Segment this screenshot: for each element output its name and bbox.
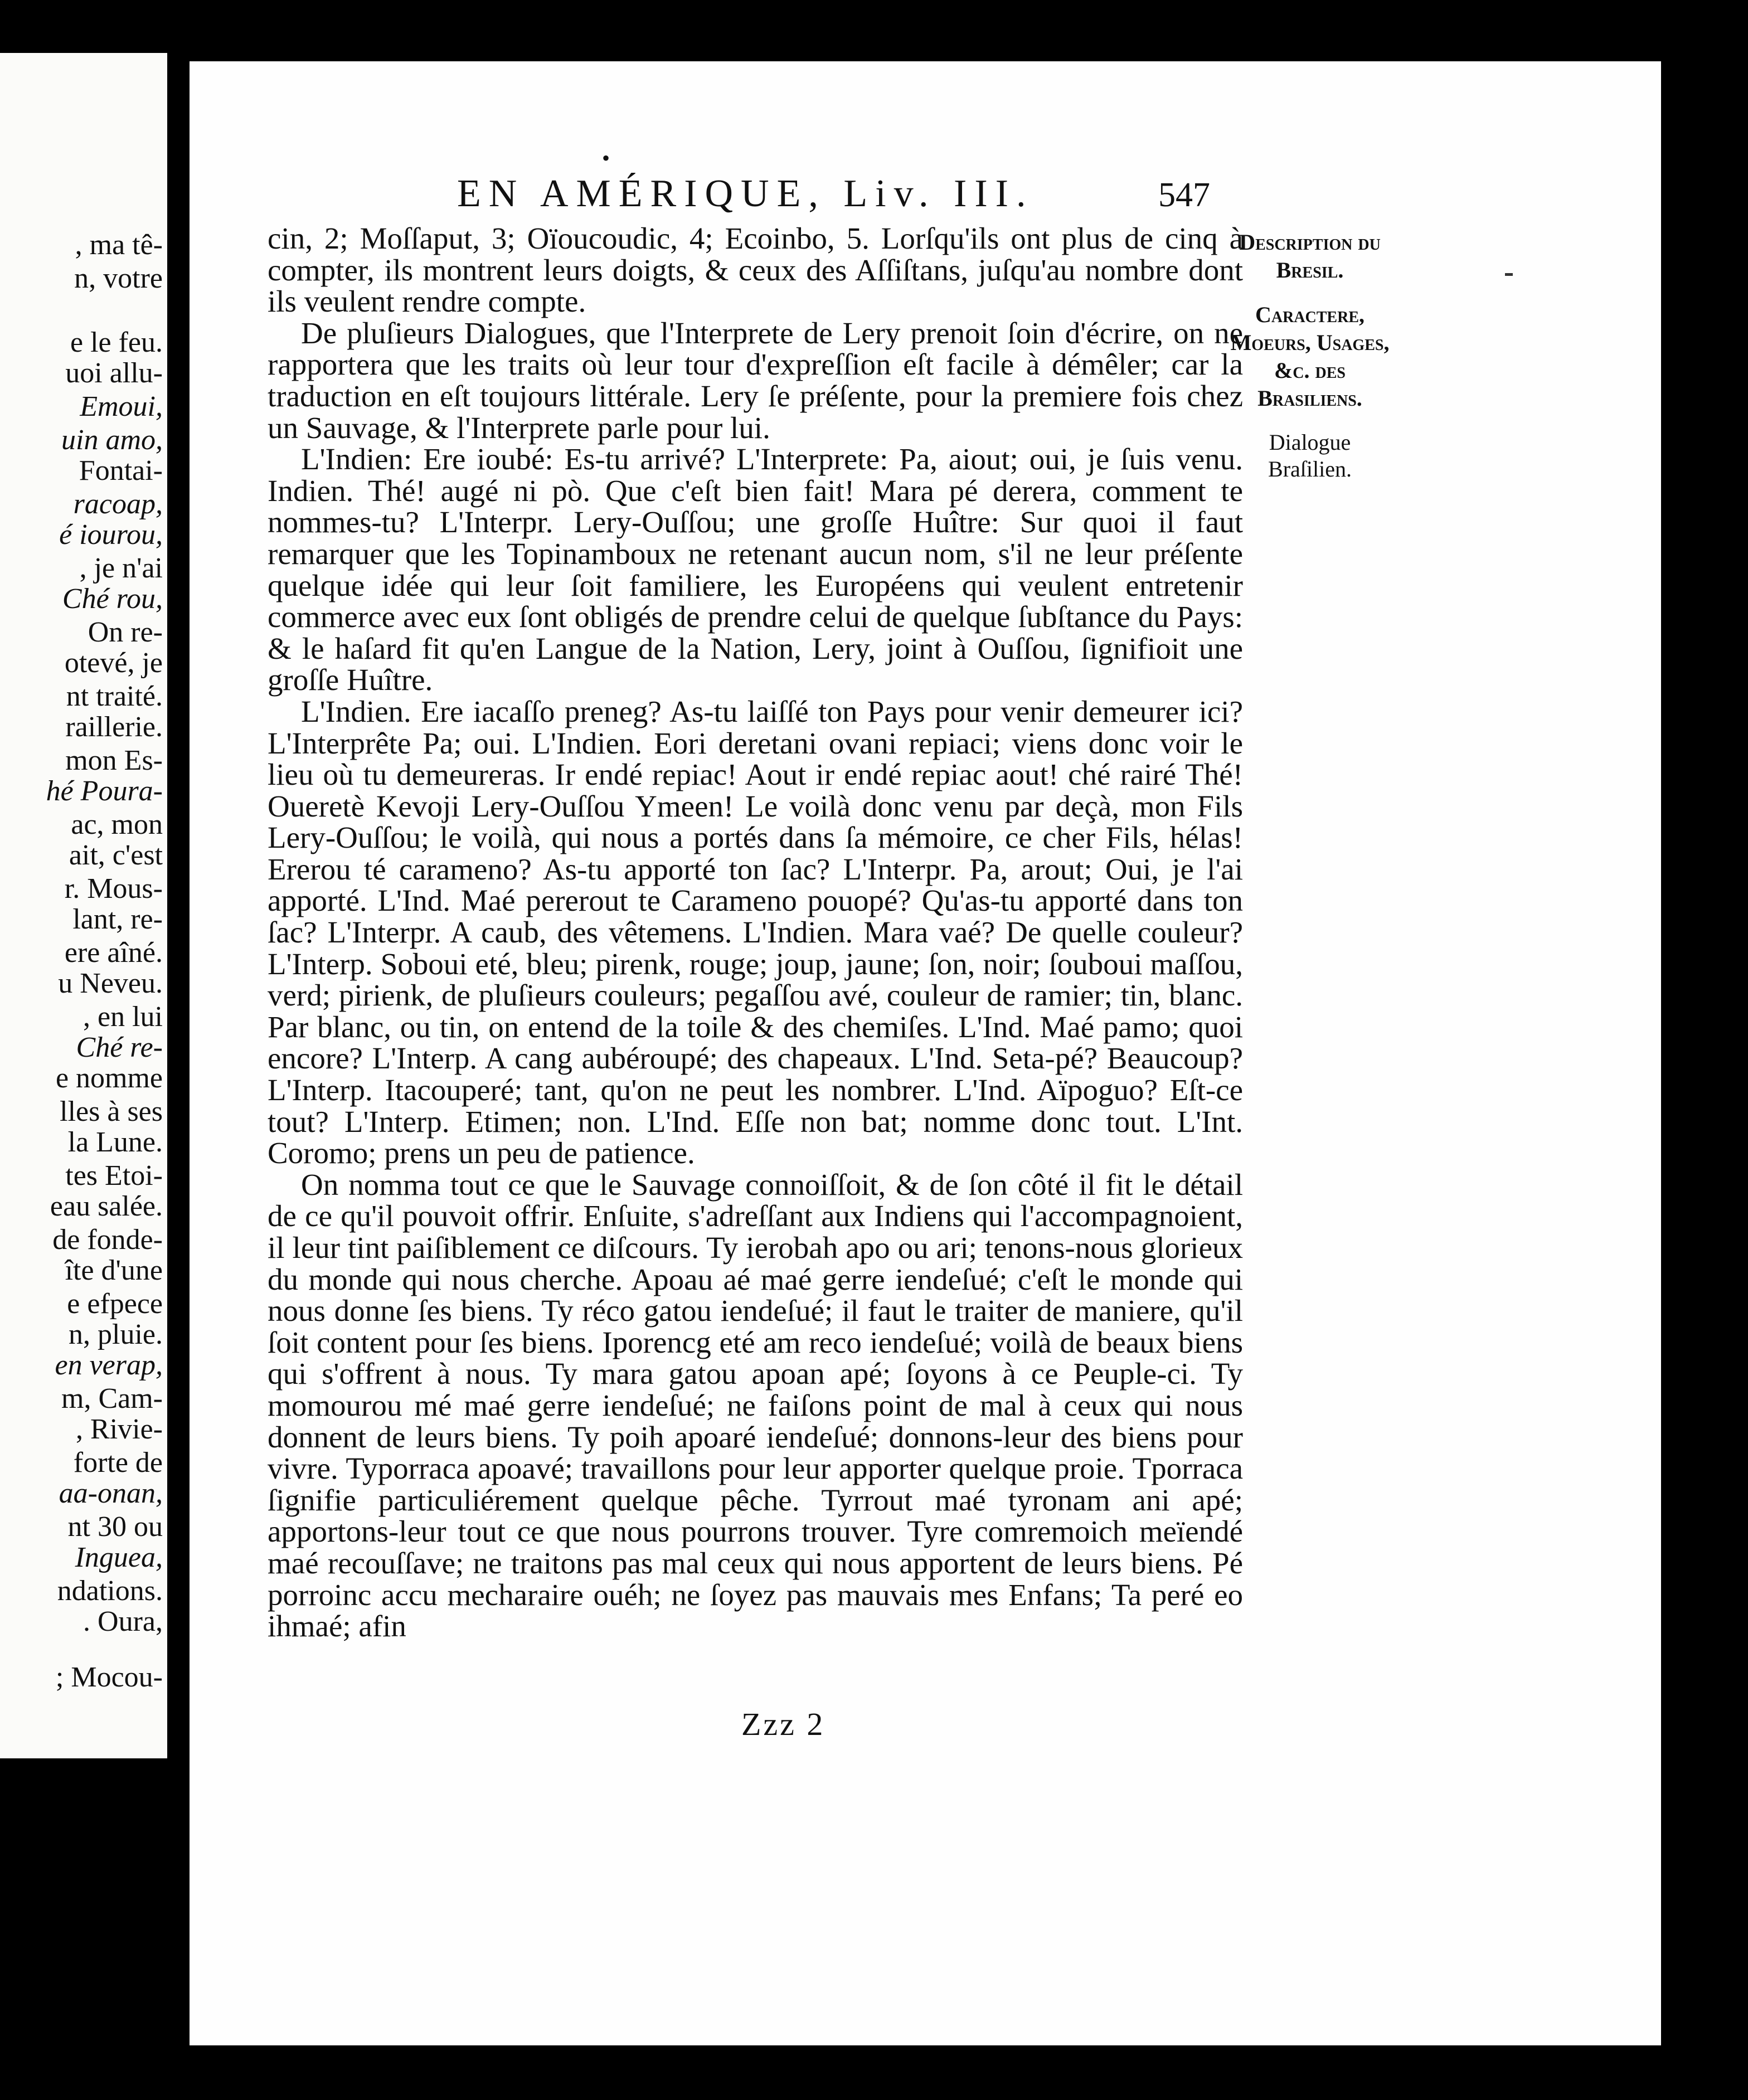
left-page-line: îte d'une	[65, 1255, 163, 1286]
left-page-line: ac, mon	[71, 809, 163, 840]
paragraph-2: De pluſieurs Dialogues, que l'Interprete de Lery prenoit ſoin d'écrire, on ne rapportera que les traits où leur tour d'expreſſion eſt facile à démêler; car la traduction en eſt toujours littérale. Lery ſe préſente, pour la premiere fois chez un Sauvage, & l'Interprete parle pour lui.	[268, 315, 1243, 445]
left-page-line: , ma tê-	[75, 229, 163, 261]
left-page-line: uoi allu-	[65, 357, 163, 389]
left-page-line: , je n'ai	[79, 552, 163, 584]
left-page-line: mon Es-	[65, 745, 163, 776]
left-page-line: n, votre	[74, 262, 163, 294]
left-page-line: nt traité.	[66, 680, 163, 712]
left-page-line: ; Mocou-	[55, 1661, 163, 1693]
left-page-line: Fontai-	[79, 455, 163, 487]
left-page-line: raillerie.	[65, 711, 163, 743]
left-page-line: e le feu.	[70, 327, 163, 358]
left-page-line: , Rivie-	[76, 1413, 163, 1445]
left-page-line: la Lune.	[67, 1126, 163, 1158]
left-page-line: Ché re-	[76, 1032, 163, 1063]
left-page-line: nt 30 ou	[67, 1511, 163, 1543]
stray-mark	[1505, 273, 1513, 276]
head-ornament: •	[602, 145, 610, 171]
left-page-line: é iourou,	[59, 519, 163, 551]
left-facing-page	[0, 53, 167, 1758]
paragraph-4: L'Indien. Ere iacaſſo preneg? As-tu laiſſé ton Pays pour venir demeurer ici? L'Interprête Pa; oui. L'Indien. Eori deretani ovani repiaci; viens donc voir le lieu où tu demeureras. Ir endé repiac! Aout ir endé repiac aout! ché rairé Thé! Oueretè Kevoji Lery-Ouſſou Ymeen! Le voilà donc venu par deçà, mon Fils Lery-Ouſſou; le voilà, qui nous a portés dans ſa mémoire, ce cher Fils, hélas! Ererou té carameno? As-tu apporté ton ſac? L'Interpr. Pa, arout; Oui, je l'ai apporté. L'Ind. Maé pererout te Carameno pouopé? Qu'as-tu apporté dans ton ſac? L'Interpr. A caub, des vêtemens. L'Indien. Mara vaé? De quelle couleur? L'Interp. Soboui eté, bleu; pirenk, rouge; joup, jaune; ſon, noir; ſouboui maſſou, verd; pirienk, de pluſieurs couleurs; pegaſſou avé, couleur de ramier; tin, blanc. Par blanc, ou tin, on entend de la toile & des chemiſes. L'Ind. Maé pamo; quoi encore? L'Interp. A cang aubéroupé; des chapeaux. L'Ind. Seta-pé? Beaucoup? L'Interp. Itacouperé; tant, qu'on ne peut les nombrer. L'Ind. Aïpoguo? Eſt-ce tout? L'Interp. Etimen; non. L'Ind. Eſſe non bat; nomme donc tout. L'Int. Coromo; prens un peu de patience.	[268, 694, 1243, 1170]
left-page-line: e efpece	[67, 1288, 163, 1320]
left-page-line: racoap,	[73, 488, 163, 520]
running-head: EN AMÉRIQUE, Liv. III.	[457, 172, 1034, 215]
left-page-line: ere aîné.	[64, 937, 163, 969]
left-page-line: eau salée.	[50, 1190, 163, 1222]
marginal-note-caractere: Caractere, Moeurs, Usages, &c. des Brasiliens.	[1230, 302, 1390, 411]
left-page-line: ndations.	[57, 1575, 163, 1607]
left-page-line: , en lui	[83, 1001, 163, 1033]
left-page-line: hé Poura-	[46, 775, 163, 807]
left-page-line: otevé, je	[64, 647, 163, 679]
paragraph-3: L'Indien: Ere ioubé: Es-tu arrivé? L'Interprete: Pa, aiout; oui, je ſuis venu. Indien. Thé! augé ni pò. Que c'eſt bien fait! Mara pé derera, comment te nommes-tu? L'Interpr. Lery-Ouſſou; une groſſe Huître: Sur quoi il faut remarquer que les Topinamboux ne retenant aucun nom, s'il ne leur préſente quelque idée qui leur ſoit familiere, les Européens qui veulent entretenir commerce avec eux ſont obligés de prendre celui de quelque ſubſtance du Pays: & le haſard fit qu'en Langue de la Nation, Lery, joint à Ouſſou, ſignifioit une groſſe Huître.	[268, 442, 1243, 697]
left-page-line: m, Cam-	[61, 1383, 163, 1414]
signature-mark: Zzz 2	[741, 1706, 826, 1742]
left-page-line: ait, c'est	[69, 839, 163, 871]
left-page-line: de fonde-	[52, 1224, 163, 1256]
marginal-notes	[1226, 229, 1393, 483]
left-page-line: r. Mous-	[64, 873, 163, 905]
body-text	[268, 223, 1243, 1642]
left-page-line: On re-	[88, 616, 163, 648]
left-page-line: Ché rou,	[62, 583, 163, 615]
paragraph-1: cin, 2; Moſſaput, 3; Oïoucoudic, 4; Ecoinbo, 5. Lorſqu'ils ont plus de cinq à compter, ils montrent leurs doigts, & ceux des Aſſiſtans, juſqu'au nombre dont ils veulent rendre compte.	[268, 221, 1243, 319]
left-page-line: lles à ses	[60, 1096, 163, 1127]
marginal-note-description: Description du Bresil.	[1239, 230, 1381, 283]
page-number: 547	[1158, 176, 1210, 214]
left-page-line: e nomme	[55, 1062, 163, 1094]
book-page	[190, 61, 1661, 2045]
left-page-line: aa-onan,	[59, 1477, 163, 1509]
left-page-line: uin amo,	[61, 424, 163, 456]
marginal-note-dialogue: Dialogue Braſilien.	[1268, 430, 1352, 482]
left-page-line: n, pluie.	[69, 1319, 163, 1350]
left-page-line: . Oura,	[83, 1606, 163, 1637]
left-page-line: u Neveu.	[58, 968, 163, 999]
left-page-line: forte de	[73, 1447, 163, 1479]
left-page-line: en verap,	[55, 1349, 163, 1381]
left-page-line: tes Etoi-	[65, 1160, 163, 1192]
paragraph-5: On nomma tout ce que le Sauvage connoiſſoit, & de ſon côté il fit le détail de ce qu'il pouvoit offrir. Enſuite, s'adreſſant aux Indiens qui l'accompagnoient, il leur tint paiſiblement ce diſcours. Ty ierobah apo ou ari; tenons-nous glorieux du monde qui nous cherche. Apoau aé maé gerre iendeſué; c'eſt le monde qui nous donne ſes biens. Ty réco gatou iendeſué; il faut le traiter de maniere, qu'il ſoit content pour ſes biens. Iporencg eté am reco iendeſué; voilà de beaux biens qui s'offrent à nous. Ty mara gatou apoan apé; ſoyons à ce Peuple-ci. Ty momourou mé maé gerre iendeſué; ne faiſons point de mal à ceux qui nous donnent de leurs biens. Ty poih apoaré iendeſué; donnons-leur des biens pour vivre. Typorraca apoavé; travaillons pour leur apporter quelque proie. Tporraca ſignifie particuliérement quelque pêche. Tyrrout maé tyronam ani apé; apportons-leur tout ce que nous pourrons trouver. Tyre comremoich meïendé maé recouſſave; ne traitons pas mal ceux qui nous apportent de leurs biens. Pé porroinc accu mecharaire ouéh; ne ſoyez pas mauvais mes Enfans; Ta peré eo ihmaé; afin	[268, 1167, 1243, 1644]
left-page-line: Inguea,	[75, 1542, 163, 1573]
left-page-line: Emoui,	[80, 391, 163, 422]
left-page-line: lant, re-	[72, 903, 163, 935]
